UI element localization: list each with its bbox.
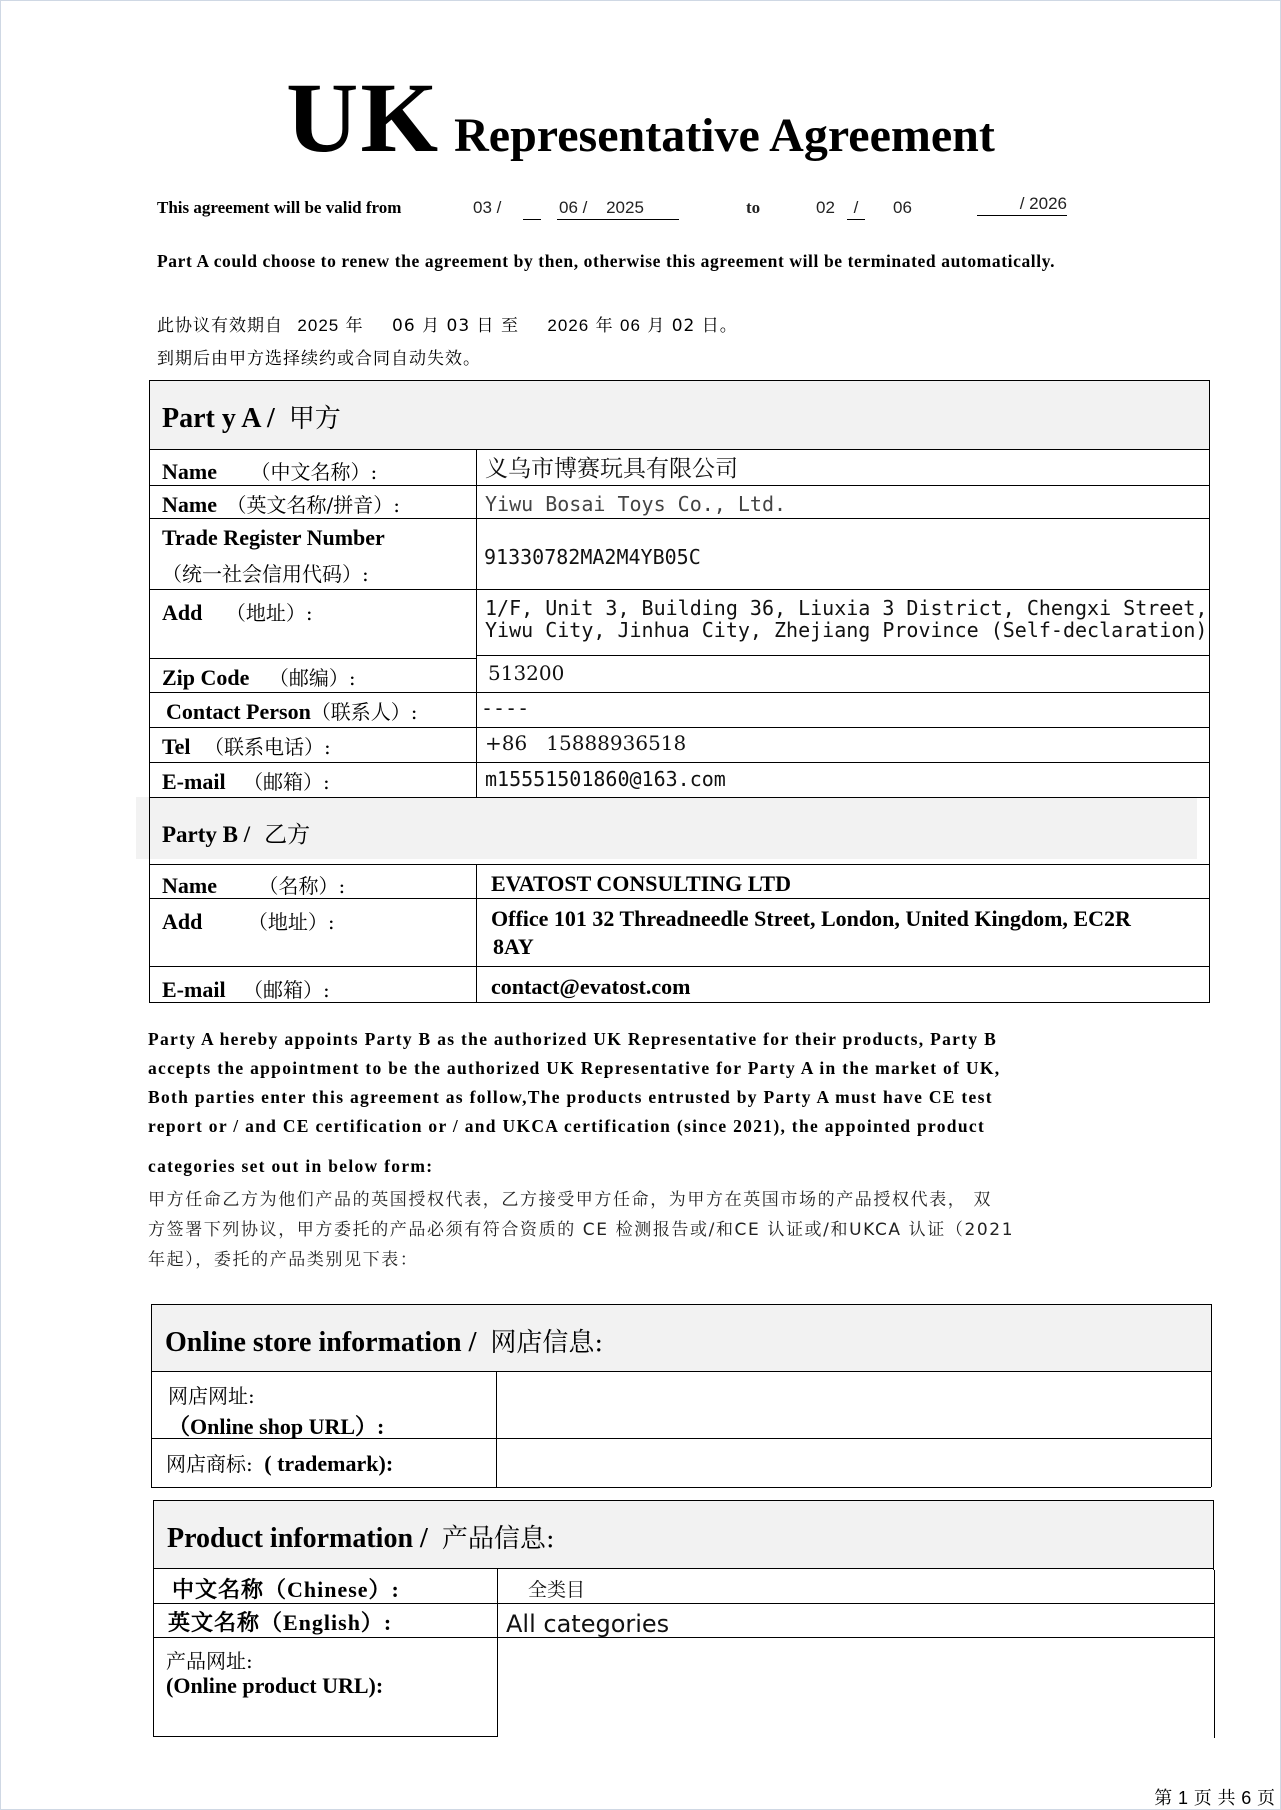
appointment-text-cn bbox=[148, 1185, 1138, 1275]
product-rule-bottom bbox=[153, 1736, 498, 1737]
validity-cn-m1: 06 bbox=[392, 316, 416, 336]
product-url-label-cn bbox=[166, 1645, 253, 1674]
party-a-contact-value: ---- bbox=[481, 696, 530, 720]
appointment-line: report or / and CE certification or / and UKCA certification (since 2021), the appointed product bbox=[148, 1116, 986, 1136]
online-shop-url-label-cn bbox=[168, 1380, 255, 1409]
label-en: Name bbox=[162, 492, 217, 517]
label-en: Name bbox=[162, 459, 217, 484]
rule-a-2 bbox=[149, 518, 1209, 519]
title-uk: UK bbox=[286, 62, 441, 173]
rule-a-1 bbox=[149, 485, 1209, 486]
label-cn: 产品网址: bbox=[166, 1649, 253, 1673]
party-a-header-en: Part y A / bbox=[162, 403, 275, 434]
validity-cn-line2: 到期后由甲方选择续约或合同自动失效。 bbox=[157, 349, 481, 369]
label-cn: （邮箱）: bbox=[243, 978, 330, 1002]
appointment-cn-line: 甲方任命乙方为他们产品的英国授权代表，乙方接受甲方任命，为甲方在英国市场的产品授权代表， 双 bbox=[148, 1190, 993, 1210]
appointment-line: categories set out in below form: bbox=[148, 1156, 434, 1176]
appointment-line: Party A hereby appoints Party B as the authorized UK Representative for their products, Party B bbox=[148, 1029, 998, 1049]
product-chinese-label: 中文名称（Chinese）: bbox=[172, 1577, 400, 1602]
footer-post: 页 bbox=[1257, 1788, 1275, 1809]
rule-b-header bbox=[149, 864, 1209, 865]
appointment-line: Both parties enter this agreement as follow,The products entrusted by Party A must have CE test bbox=[148, 1087, 993, 1107]
party-b-header bbox=[162, 816, 310, 849]
label-cn: （联系人）: bbox=[310, 700, 418, 724]
validity-cn-m2-unit: 月 bbox=[647, 316, 666, 336]
validity-cn-y1-unit: 年 bbox=[345, 316, 364, 336]
validity-cn-d1: 03 bbox=[446, 316, 471, 336]
renew-text-en: Part A could choose to renew the agreement by then, otherwise this agreement will be terminated automatically. bbox=[157, 251, 1056, 271]
validity-to-day: 02 bbox=[816, 198, 835, 217]
party-a-header-cn: 甲方 bbox=[288, 404, 341, 434]
rule-a-4l bbox=[149, 658, 476, 659]
party-b-header-en: Party B / bbox=[162, 822, 251, 847]
online-store-column-divider bbox=[496, 1371, 497, 1487]
rule-b-2 bbox=[149, 966, 1209, 967]
validity-from-label: This agreement will be valid from bbox=[157, 198, 402, 217]
online-store-rule-top bbox=[151, 1304, 1211, 1305]
label-en: Zip Code bbox=[162, 665, 250, 690]
validity-cn-y2-unit: 年 bbox=[595, 316, 614, 336]
product-english-label: 英文名称（English）: bbox=[168, 1610, 393, 1635]
label-en: ( trademark): bbox=[264, 1451, 394, 1476]
party-a-address-value-line2: Yiwu City, Jinhua City, Zhejiang Province (Self-declaration) bbox=[485, 618, 1208, 642]
product-header-cn: 产品信息: bbox=[441, 1524, 555, 1554]
party-a-address-label bbox=[162, 597, 313, 626]
party-b-email-value: contact@evatost.com bbox=[491, 974, 691, 999]
label-cn: （地址）: bbox=[225, 601, 313, 625]
party-a-name-cn-value: 义乌市博赛玩具有限公司 bbox=[485, 456, 738, 482]
appointment-cn-line: 年起），委托的产品类别见下表： bbox=[148, 1250, 419, 1270]
party-a-email-value: m15551501860@163.com bbox=[485, 767, 726, 791]
appointment-text-en bbox=[148, 1025, 1138, 1181]
product-header-en: Product information / bbox=[167, 1523, 428, 1554]
validity-cn-to: 至 bbox=[500, 316, 519, 336]
appointment-cn-line: 方签署下列协议，甲方委托的产品必须有符合资质的 CE 检测报告或/和CE 认证或/和UKCA 认证（2021 bbox=[148, 1220, 1015, 1240]
rule-a-6 bbox=[149, 727, 1209, 728]
party-b-name-label bbox=[162, 870, 345, 899]
rule-a-7 bbox=[149, 762, 1209, 763]
product-rule-top bbox=[153, 1500, 1213, 1501]
party-a-trade-number-value: 91330782MA2M4YB05C bbox=[484, 545, 701, 569]
validity-cn-m1-unit: 月 bbox=[422, 316, 441, 336]
validity-from-month: 06 / bbox=[559, 198, 588, 217]
page-number bbox=[1154, 1784, 1275, 1810]
validity-cn-d2: 02 bbox=[671, 316, 696, 336]
online-store-right-border bbox=[1211, 1304, 1212, 1487]
rule-top bbox=[149, 380, 1209, 381]
validity-to-label: to bbox=[746, 198, 761, 217]
rule-a-3 bbox=[149, 589, 1209, 590]
validity-line bbox=[157, 194, 1097, 218]
validity-to-sep: / bbox=[847, 198, 865, 220]
product-url-label-en: (Online product URL): bbox=[166, 1673, 384, 1698]
product-right-border-top bbox=[1213, 1500, 1214, 1570]
label-en: E-mail bbox=[162, 769, 226, 794]
label-cn: （邮编）: bbox=[268, 666, 356, 690]
validity-to-month: 06 bbox=[893, 198, 912, 217]
label-cn: （中文名称）: bbox=[250, 460, 378, 484]
party-a-contact-label bbox=[166, 696, 418, 725]
validity-cn-y2: 2026 bbox=[547, 316, 590, 335]
party-b-column-divider bbox=[476, 864, 477, 1003]
party-a-email-label bbox=[162, 766, 330, 795]
validity-cn-y1: 2025 bbox=[297, 316, 340, 335]
validity-cn-prefix: 此协议有效期自 bbox=[157, 316, 283, 336]
footer-total: 6 bbox=[1241, 1788, 1252, 1808]
product-chinese-value: 全类目 bbox=[528, 1579, 586, 1601]
party-b-address-value-line1: Office 101 32 Threadneedle Street, London, United Kingdom, EC2R bbox=[491, 906, 1131, 931]
party-a-zip-value: 513200 bbox=[488, 661, 565, 685]
validity-from-day: 03 / bbox=[473, 198, 502, 217]
validity-from-monthyear bbox=[557, 198, 679, 220]
label-cn: （地址）: bbox=[247, 910, 335, 934]
party-a-address-value-line1: 1/F, Unit 3, Building 36, Liuxia 3 District, Chengxi Street, bbox=[485, 596, 1208, 620]
online-store-header-cn: 网店信息: bbox=[490, 1328, 604, 1358]
label-en: Name bbox=[162, 873, 217, 898]
online-store-rule-header bbox=[151, 1371, 1211, 1372]
table-a-right-border bbox=[1209, 380, 1210, 1003]
validity-cn bbox=[157, 311, 738, 336]
party-b-address-value-line2: 8AY bbox=[493, 934, 534, 959]
validity-from-year: 2025 bbox=[606, 198, 644, 217]
label-en: Add bbox=[162, 600, 203, 625]
rule-a-8 bbox=[149, 797, 1209, 798]
footer-pre: 第 bbox=[1154, 1788, 1173, 1809]
online-store-rule-bottom bbox=[151, 1487, 1211, 1488]
party-a-name-cn-label bbox=[162, 456, 377, 485]
label-cn: （邮箱）: bbox=[243, 770, 330, 794]
party-b-email-label bbox=[162, 974, 330, 1003]
title-rest: Representative Agreement bbox=[454, 109, 995, 162]
party-b-address-label bbox=[162, 906, 335, 935]
validity-to-year: / 2026 bbox=[977, 194, 1067, 216]
party-a-tel-label bbox=[162, 731, 331, 760]
online-trademark-label bbox=[166, 1448, 393, 1477]
party-a-header bbox=[162, 398, 341, 435]
party-a-trade-number-label-en: Trade Register Number bbox=[162, 525, 385, 550]
label-en: E-mail bbox=[162, 977, 226, 1002]
online-store-left-border bbox=[151, 1304, 152, 1487]
online-store-header-en: Online store information / bbox=[165, 1327, 477, 1358]
online-store-header bbox=[165, 1322, 603, 1359]
document-title bbox=[0, 60, 1281, 175]
label-cn: 网店商标: bbox=[166, 1452, 253, 1476]
label-cn: 网店网址: bbox=[168, 1384, 255, 1408]
party-a-zip-label bbox=[162, 662, 356, 691]
party-a-tel-value: +86 15888936518 bbox=[485, 731, 687, 755]
validity-blank bbox=[523, 198, 541, 220]
product-rule-2 bbox=[153, 1637, 1214, 1638]
rule-a-5 bbox=[149, 692, 1209, 693]
validity-cn-m2: 06 bbox=[620, 316, 641, 335]
product-rule-header bbox=[153, 1568, 1214, 1569]
product-header bbox=[167, 1518, 555, 1555]
product-left-border bbox=[153, 1500, 154, 1737]
party-a-name-en-value: Yiwu Bosai Toys Co., Ltd. bbox=[485, 492, 787, 516]
label-en: Tel bbox=[162, 734, 191, 759]
validity-cn-d2-unit: 日。 bbox=[701, 316, 738, 336]
product-column-divider bbox=[497, 1568, 498, 1737]
validity-cn-d1-unit: 日 bbox=[476, 316, 495, 336]
party-a-trade-number-label-cn bbox=[162, 558, 369, 587]
label-cn: （名称）: bbox=[258, 874, 346, 898]
footer-page: 1 bbox=[1178, 1788, 1189, 1808]
party-a-column-divider bbox=[476, 449, 477, 797]
label-cn: （联系电话）: bbox=[204, 735, 331, 759]
footer-mid: 页 共 bbox=[1193, 1788, 1236, 1809]
party-b-header-cn: 乙方 bbox=[264, 822, 311, 848]
product-english-value: All categories bbox=[506, 1610, 670, 1638]
label-en: Add bbox=[162, 909, 203, 934]
label-cn: （统一社会信用代码）: bbox=[162, 562, 369, 586]
label-en: Contact Person bbox=[166, 699, 311, 724]
party-b-name-value: EVATOST CONSULTING LTD bbox=[491, 871, 791, 896]
party-a-name-en-label bbox=[162, 489, 400, 518]
product-right-border bbox=[1214, 1570, 1215, 1738]
appointment-line: accepts the appointment to be the authorized UK Representative for Party A in the market of UK, bbox=[148, 1058, 1001, 1078]
online-shop-url-label-en: （Online shop URL）: bbox=[168, 1414, 385, 1439]
rule-a-4v bbox=[476, 655, 1209, 656]
label-cn: （英文名称/拼音）: bbox=[226, 493, 400, 517]
